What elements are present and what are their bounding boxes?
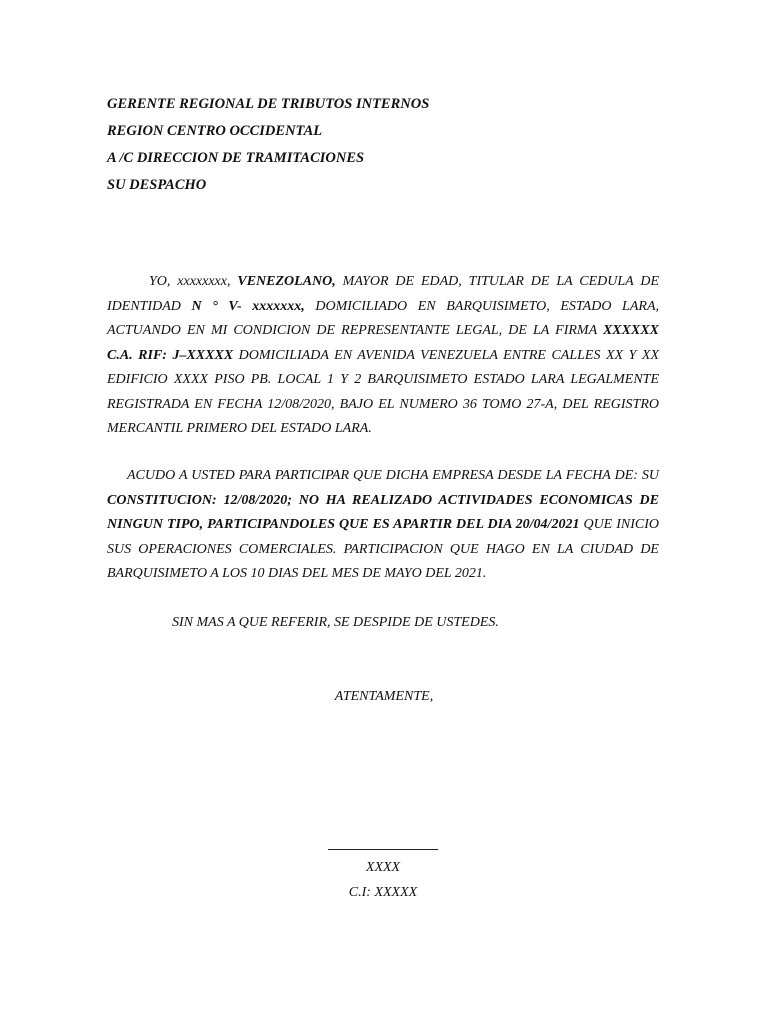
- salutation-text: ATENTAMENTE,: [334, 689, 434, 704]
- p1-bold-company: XXXXXX C.A. RIF: J–XXXXX: [107, 323, 659, 363]
- p2-bold-statement: CONSTITUCION: 12/08/2020; NO HA REALIZADO ACTIVIDADES ECONOMICAS DE NINGUN TIPO, PARTICIPANDOLES QUE ES APARTIR DEL DIA 20/04/2021: [107, 492, 659, 532]
- p2-text-2: QUE INICIO SUS OPERACIONES COMERCIALES. PARTICIPACION QUE HAGO EN LA CIUDAD DE BARQUISIMETO A LOS 10 DIAS DEL MES DE MAYO DEL 2021.: [107, 517, 660, 581]
- p1-text-3: DOMICILIADO EN BARQUISIMETO, ESTADO LARA, ACTUANDO EN MI CONDICION DE REPRESENTANTE LEGAL, DE LA FIRMA: [107, 298, 659, 338]
- signatory-id: C.I: XXXXX: [348, 885, 418, 900]
- closing-sentence: SIN MAS A QUE REFERIR, SE DESPIDE DE USTEDES.: [172, 615, 499, 630]
- signature-line: [328, 849, 438, 850]
- p1-bold-id-number: N ° V- xxxxxxx,: [191, 298, 305, 314]
- body-paragraph-2: [107, 464, 659, 587]
- p1-text-2: MAYOR DE EDAD, TITULAR DE LA CEDULA DE IDENTIDAD: [107, 274, 660, 314]
- p1-bold-nationality: VENEZOLANO,: [237, 274, 336, 289]
- signatory-name: XXXX: [365, 860, 401, 875]
- p1-text-1: YO, xxxxxxxx,: [149, 274, 238, 289]
- address-line-1: GERENTE REGIONAL DE TRIBUTOS INTERNOS: [107, 96, 430, 112]
- address-line-2: REGION CENTRO OCCIDENTAL: [107, 123, 323, 139]
- recipient-address: [107, 91, 667, 199]
- p1-text-4: DOMICILIADA EN AVENIDA VENEZUELA ENTRE CALLES XX Y XX EDIFICIO XXXX PISO PB. LOCAL 1 Y 2 BARQUISIMETO ESTADO LARA LEGALMENTE REGISTRADA EN FECHA 12/08/2020, BAJO EL NUMERO 36 TOMO 27-A, DEL REGISTRO MERCANTIL PRIMERO DEL ESTADO LARA.: [107, 347, 659, 436]
- p2-text-1: ACUDO A USTED PARA PARTICIPAR QUE DICHA EMPRESA DESDE LA FECHA DE: SU: [127, 468, 659, 483]
- salutation: [0, 686, 768, 708]
- address-line-4: SU DESPACHO: [107, 177, 207, 193]
- address-line-3: A /C DIRECCION DE TRAMITACIONES: [107, 150, 365, 166]
- body-paragraph-1: [107, 270, 659, 442]
